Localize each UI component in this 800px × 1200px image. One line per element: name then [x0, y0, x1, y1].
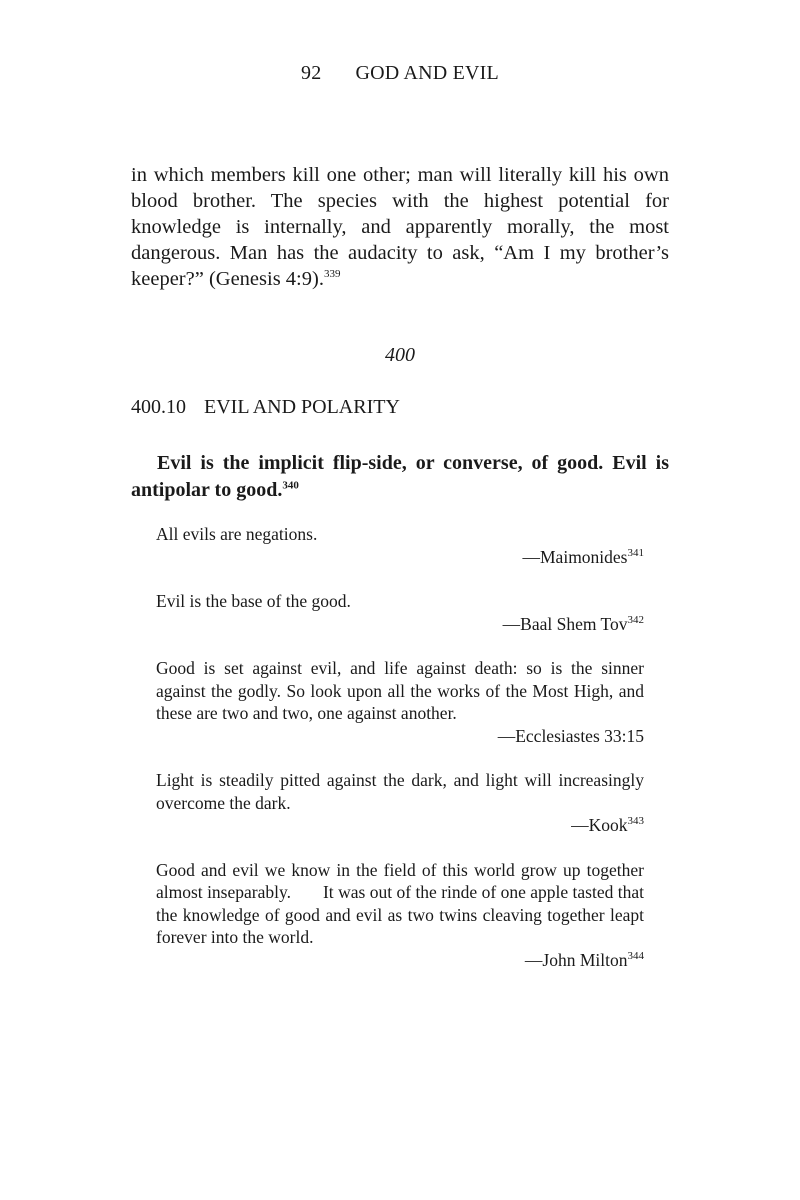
quote-text: Light is steadily pitted against the dark, and light will increasingly overcome the dark. [156, 770, 644, 813]
footnote-ref: 339 [323, 268, 341, 281]
running-title: GOD AND EVIL [355, 62, 499, 84]
footnote-ref: 342 [627, 613, 644, 626]
section-heading [131, 396, 400, 419]
quote-attribution [156, 546, 644, 569]
quote-block [156, 859, 644, 972]
quotations [156, 523, 644, 993]
intro-text: in which members kill one other; man will literally kill his own blood brother. The species with the highest potential for knowledge is internally, and apparently morally, the most dangerous. Man has the audacity to ask, “Am I my brother’s keeper?” (Genesis 4:9). [131, 164, 669, 290]
quote-attribution [156, 949, 644, 972]
attribution-text: —Ecclesiastes 33:15 [497, 725, 644, 746]
attribution-text: —Maimonides [522, 546, 628, 567]
thesis-text: Evil is the implicit flip-side, or converse, of good. Evil is antipolar to good. [131, 452, 669, 501]
running-header [0, 62, 800, 85]
quote-text [156, 859, 644, 949]
section-heading-number: 400.10 [131, 396, 186, 418]
attribution-text: —Kook [571, 815, 628, 835]
intro-paragraph [131, 162, 669, 292]
footnote-ref: 340 [282, 479, 299, 492]
footnote-ref: 344 [627, 949, 644, 962]
quote-text: Evil is the base of the good. [156, 591, 351, 611]
section-number: 400 [385, 344, 415, 366]
attribution-text: —Baal Shem Tov [502, 613, 628, 634]
quote-block [156, 590, 644, 635]
quote-attribution [156, 613, 644, 636]
quote-text-part: Good and evil we know in the field of this world grow up together almost inseparably. [156, 859, 644, 902]
thesis-statement [131, 450, 669, 504]
quote-text-part: It was out of the rinde of one apple tasted that the knowledge of good and evil as two twins cleaving together leapt forever into the world. [156, 882, 645, 947]
section-heading-title: EVIL AND POLARITY [204, 396, 400, 418]
quote-text: Good is set against evil, and life against death: so is the sinner against the godly. So look upon all the works of the Most High, and these are two and two, one against another. [156, 658, 644, 723]
quote-attribution [156, 725, 644, 748]
quote-block [156, 523, 644, 568]
quote-block [156, 657, 644, 747]
attribution-text: —John Milton [524, 949, 628, 970]
footnote-ref: 341 [627, 546, 644, 559]
quote-attribution [156, 814, 644, 837]
quote-text: All evils are negations. [156, 524, 318, 544]
footnote-ref: 343 [627, 815, 644, 828]
quote-block [156, 769, 644, 837]
page-number: 92 [301, 62, 322, 84]
